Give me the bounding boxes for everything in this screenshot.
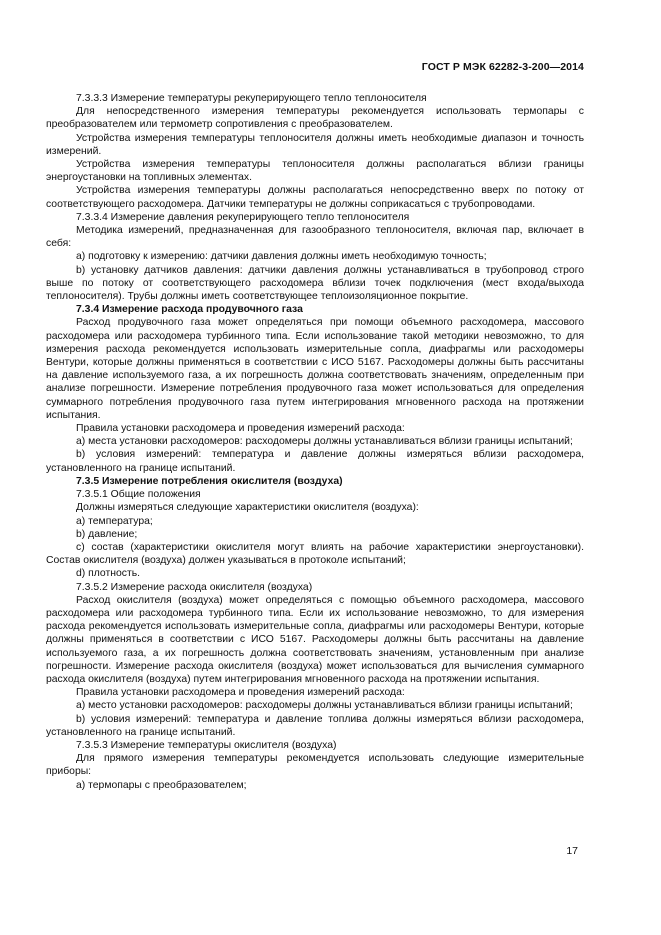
paragraph: Расход окислителя (воздуха) может определяться с помощью объемного расходомера, массового расходомера или расходомера турбинного типа. Если их использование невозможно, то для измерения расхода рекомендуется использовать измерительные сопла, диафрагмы или расходомеры Вентури, которые должны применяться в соответствии с ИСО 5167. Расходомеры должны быть рассчитаны на давление используемого газа, а их погрешность должна соответствовать значениям, установленным при анализе погрешности. Измерение расхода окислителя (воздуха) может использоваться для вычисления суммарного расхода окислителя (воздуха) путем интегрирования мгновенного расхода на протяжении испытания.	[46, 594, 584, 685]
paragraph: 7.3.5.1 Общие положения	[76, 489, 201, 501]
paragraph: a) места установки расходомеров: расходомеры должны устанавливаться вблизи границы испытаний;	[76, 436, 573, 448]
paragraph: 7.3.5.3 Измерение температуры окислителя (воздуха)	[76, 739, 337, 751]
paragraph: Устройства измерения температуры теплоносителя должны иметь необходимые диапазон и точность измерений.	[46, 132, 584, 157]
paragraph: Для непосредственного измерения температуры рекомендуется использовать термопары с преобразователем или термометр сопротивления с преобразователем.	[46, 106, 584, 131]
paragraph: 7.3.5.2 Измерение расхода окислителя (воздуха)	[76, 581, 313, 593]
paragraph: Методика измерений, предназначенная для газообразного теплоносителя, включая пар, включает в себя:	[46, 225, 584, 250]
paragraph: c) состав (характеристики окислителя могут влиять на рабочие характеристики энергоустановки). Состав окислителя (воздуха) должен указываться в протоколе испытаний;	[46, 541, 584, 567]
paragraph: a) температура;	[76, 515, 153, 527]
paragraph: a) подготовку к измерению: датчики давления должны иметь необходимую точность;	[76, 251, 487, 263]
page-number: 17	[566, 845, 578, 857]
paragraph: b) условия измерений: температура и давление должны измеряться вблизи расходомера, установленного на границе испытаний.	[46, 449, 584, 474]
paragraph: Устройства измерения температуры теплоносителя должны располагаться вблизи границы энергоустановки на топливных элементах.	[46, 159, 584, 184]
paragraph: Расход продувочного газа может определяться при помощи объемного расходомера, массового расходомера или расходомера турбинного типа. Если использование такой методики невозможно, то для измерения расхода рекомендуется использовать измерительные сопла, диафрагмы или расходомеры Вентури, которые должны применяться в соответствии с ИСО 5167. Расходомеры должны быть рассчитаны на давление используемого газа, а их погрешность должна соответствовать значениям, определенным при анализе погрешности. Измерение потребления продувочного газа может использоваться для определения суммарного потребления продувочного газа путем интегрирования мгновенного расхода на протяжении испытания.	[46, 317, 584, 421]
paragraph: b) давление;	[76, 528, 138, 540]
paragraph: a) термопары с преобразователем;	[76, 779, 247, 791]
document-header: ГОСТ Р МЭК 62282-3-200—2014	[421, 61, 584, 73]
paragraph: 7.3.3.4 Измерение давления рекуперирующего тепло теплоносителя	[76, 211, 410, 223]
paragraph: a) место установки расходомеров: расходомеры должны устанавливаться вблизи границы испытаний;	[76, 700, 573, 712]
paragraph: Правила установки расходомера и проведения измерений расхода:	[76, 687, 405, 699]
paragraph: 7.3.3.3 Измерение температуры рекуперирующего тепло теплоносителя	[76, 93, 427, 104]
paragraph: Правила установки расходомера и проведения измерений расхода:	[76, 423, 405, 435]
section-heading: 7.3.5 Измерение потребления окислителя (воздуха)	[76, 475, 343, 487]
paragraph: Устройства измерения температуры должны располагаться непосредственно вверх по потоку от соответствующего расходомера. Датчики температуры не должны соприкасаться с трубопроводами.	[46, 185, 584, 210]
paragraph: Для прямого измерения температуры рекомендуется использовать следующие измерительные приборы:	[46, 753, 584, 778]
paragraph: b) установку датчиков давления: датчики давления должны устанавливаться в трубопровод строго выше по потоку от соответствующего расходомера вблизи точек подключения (мест входа/выхода теплоносителя). Трубы должны иметь соответствующее теплоизоляционное покрытие.	[46, 264, 584, 303]
paragraph: d) плотность.	[76, 568, 141, 580]
section-heading: 7.3.4 Измерение расхода продувочного газа	[76, 304, 303, 316]
paragraph: Должны измеряться следующие характеристики окислителя (воздуха):	[76, 502, 419, 514]
document-body	[46, 92, 584, 792]
paragraph: b) условия измерений: температура и давление топлива должны измеряться вблизи расходомера, установленного на границе испытаний.	[46, 713, 584, 738]
